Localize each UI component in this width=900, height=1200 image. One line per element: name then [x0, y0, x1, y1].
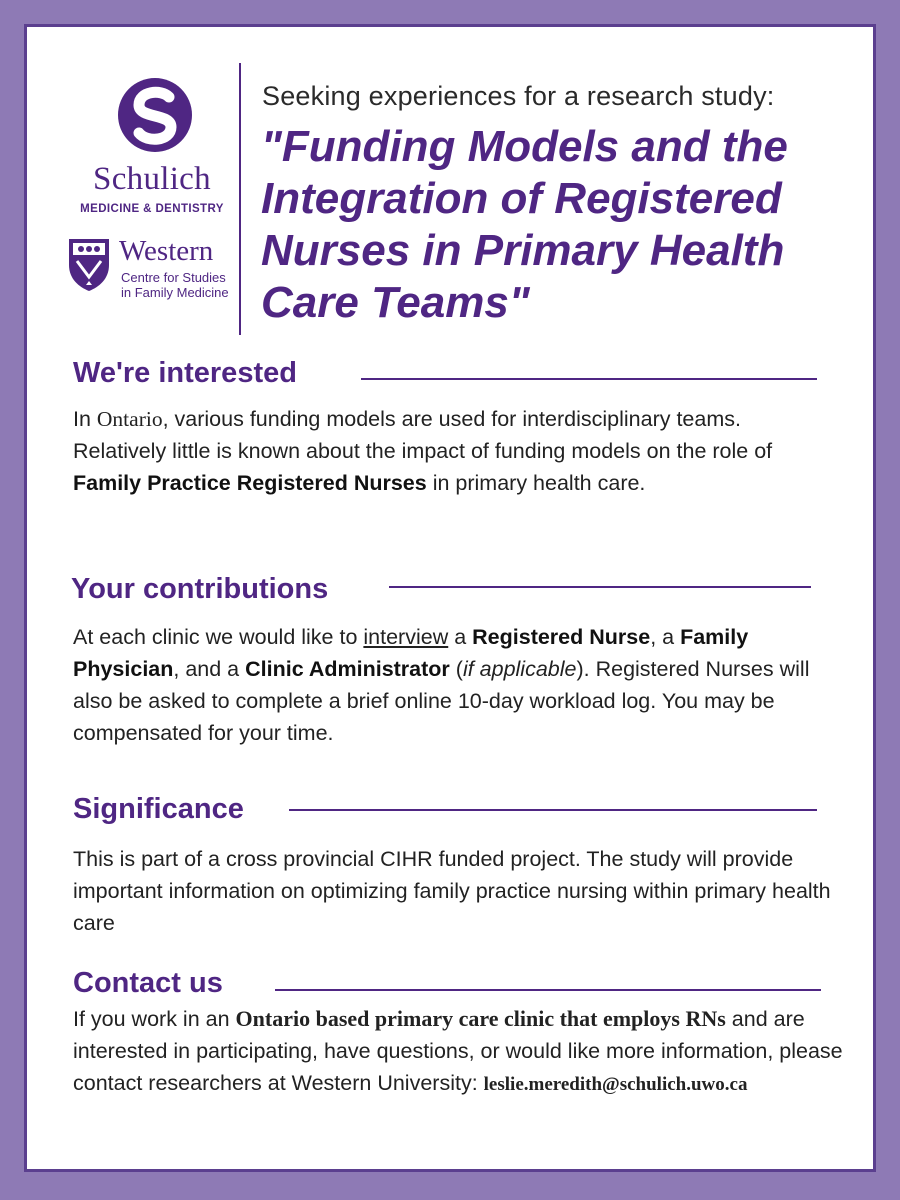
study-title-line: "Funding Models and the	[261, 122, 788, 171]
header-divider	[239, 63, 241, 335]
significance-paragraph: This is part of a cross provincial CIHR funded project. The study will provide important information on optimizing family practice nursing within primary health care	[73, 847, 831, 935]
section-heading-significance: Significance	[73, 793, 244, 825]
western-sub-line2: in Family Medicine	[121, 285, 229, 300]
contributions-paragraph	[73, 621, 833, 749]
emphasis-family-physician: Family Physician	[73, 625, 749, 681]
emphasis-ontario-clinic: Ontario based primary care clinic that employs RNs	[235, 1006, 726, 1031]
study-title-line: Care Teams"	[261, 278, 530, 327]
study-title-line: Integration of Registered	[261, 174, 782, 223]
emphasis-clinic-administrator: Clinic Administrator	[245, 657, 450, 681]
section-heading-interested: We're interested	[73, 357, 297, 389]
study-title	[261, 121, 851, 329]
western-sub-line1: Centre for Studies	[121, 270, 226, 285]
interested-paragraph	[73, 403, 833, 499]
schulich-logo-subtitle: MEDICINE & DENTISTRY	[80, 203, 224, 215]
text-run: , various funding models are used for interdisciplinary teams. Relatively little is known about the impact of funding models on the role of	[73, 407, 773, 463]
western-crest-icon	[67, 237, 111, 293]
section-heading-contributions: Your contributions	[71, 573, 329, 605]
text-run: (	[449, 657, 463, 681]
text-run: , and a	[173, 657, 246, 681]
text-run: and are interested in participating, have questions, or would like more information, please contact researchers at Western University:	[73, 1007, 843, 1095]
text-run: a	[448, 625, 473, 649]
text-run: ). Registered Nurses will also be asked to complete a brief online 10-day workload log. You may be compensated for your time.	[73, 657, 810, 745]
emphasis-family-practice-rn: Family Practice Registered Nurses	[73, 471, 427, 495]
contact-paragraph	[73, 1003, 843, 1101]
header-kicker: Seeking experiences for a research study:	[262, 81, 775, 111]
section-rule	[389, 586, 811, 588]
poster-frame	[24, 24, 876, 1172]
section-rule	[275, 989, 821, 991]
text-run: If you work in an	[73, 1007, 236, 1031]
section-rule	[289, 809, 817, 811]
text-run: At each clinic we would like to	[73, 625, 364, 649]
text-run: in primary health care.	[426, 471, 646, 495]
emphasis-registered-nurse: Registered Nurse	[472, 625, 651, 649]
schulich-logo-name: Schulich	[93, 161, 211, 197]
schulich-logo-icon	[117, 75, 193, 155]
text-run: In	[73, 407, 97, 431]
contact-email-link[interactable]: leslie.meredith@schulich.uwo.ca	[483, 1074, 748, 1095]
section-heading-contact: Contact us	[73, 967, 223, 999]
text-run: Ontario	[96, 407, 163, 431]
western-logo-name: Western	[119, 235, 214, 267]
text-run: , a	[650, 625, 681, 649]
study-title-line: Nurses in Primary Health	[261, 226, 785, 275]
section-rule	[361, 378, 817, 380]
emphasis-if-applicable: if applicable	[462, 657, 577, 681]
emphasis-interview: interview	[363, 625, 449, 649]
